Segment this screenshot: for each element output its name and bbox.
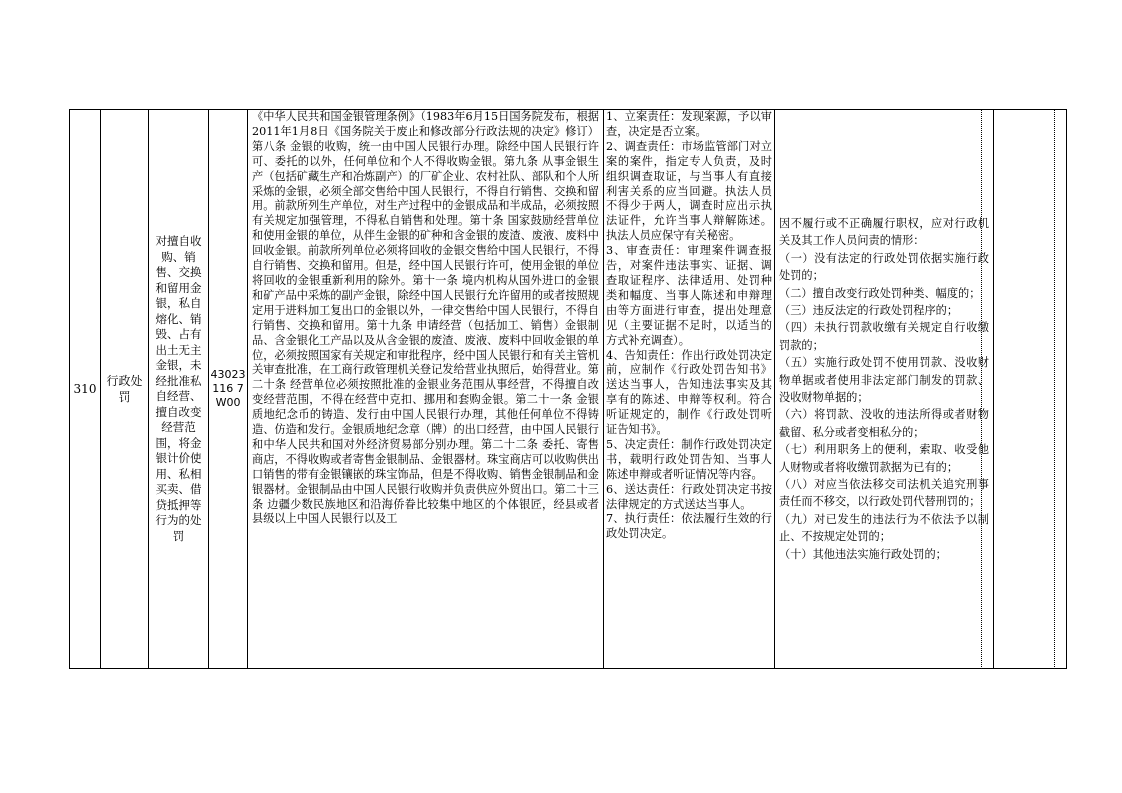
accountability-item: （八）对应当依法移交司法机关追究刑事责任而不移交，以行政处罚代替刑罚的；: [779, 478, 989, 509]
row-number: 310: [70, 110, 101, 669]
responsibility-list: [604, 110, 775, 669]
power-category: 行政处罚: [101, 110, 149, 669]
item-code: 43023116 7W00: [209, 110, 248, 669]
responsibility-item: 4、告知责任：作出行政处罚决定前，应制作《行政处罚告知书》送达当事人，告知违法事实及其享有的陈述、申辩等权利。符合听证规定的，制作《行政处罚听证告知书》。: [606, 348, 772, 437]
responsibility-item: 6、送达责任：行政处罚决定书按法律规定的方式送达当事人。: [606, 482, 772, 511]
accountability-list: [775, 110, 994, 669]
responsibility-item: 3、审查责任：审理案件调查报告，对案件违法事实、证据、调查取证程序、法律适用、处罚种类和幅度、当事人陈述和申辩理由等方面进行审查，提出处理意见（主要证据不足时，以适当的方式补充调查）。: [606, 244, 772, 347]
accountability-item: （十）其他违法实施行政处罚的；: [779, 547, 947, 561]
responsibility-item: 5、决定责任：制作行政处罚决定书，载明行政处罚告知、当事人陈述申辩或者听证情况等内容。: [606, 437, 772, 481]
accountability-item: （四）未执行罚款收缴有关规定自行收缴罚款的；: [779, 321, 989, 352]
power-list-table: [69, 109, 1067, 669]
responsibility-item: 1、立案责任：发现案源，予以审查，决定是否立案。: [606, 110, 772, 138]
accountability-item: （二）擅自改变行政处罚种类、幅度的；: [779, 286, 981, 300]
accountability-item: （三）违反法定的行政处罚程序的；: [779, 303, 959, 317]
legal-basis: 《中华人民共和国金银管理条例》（1983年6月15日国务院发布，根据2011年1月8日《国务院关于废止和修改部分行政法规的决定》修订）第八条 金银的收购，统一由中国人民银行办理。除经中国人民银行许可、委托的以外，任何单位和个人不得收购金银。第九条 从事金银生产（包括矿藏生产和冶炼副产）的厂矿企业、农村社队、部队和个人所采炼的金银，必须全部交售给中国人民银行，不得自行销售、交换和留用。前款所列生产单位，对生产过程中的金银成品和半成品，必须按照有关规定加强管理，不得私自销售和处理。第十条 国家鼓励经营单位和使用金银的单位，从伴生金银的矿种和含金银的废渣、废液、废料中回收金银。前款所列单位必须将回收的金银交售给中国人民银行，不得自行销售、交换和留用。但是，经中国人民银行许可，使用金银的单位将回收的金银重新利用的除外。第十一条 境内机构从国外进口的金银和矿产品中采炼的副产金银，除经中国人民银行允许留用的或者按照规定用于进料加工复出口的金银以外，一律交售给中国人民银行，不得自行销售、交换和留用。第十九条 申请经营（包括加工、销售）金银制品、含金银化工产品以及从含金银的废渣、废液、废料中回收金银的单位，必须按照国家有关规定和审批程序，经中国人民银行和有关主管机关审查批准，在工商行政管理机关登记发给营业执照后，始得营业。第二十条 经营单位必须按照批准的金银业务范围从事经营，不得擅自改变经营范围，不得在经营中克扣、挪用和套购金银。第二十一条 金银质地纪念币的铸造、发行由中国人民银行办理，其他任何单位不得铸造、仿造和发行。金银质地纪念章（牌）的出口经营，由中国人民银行和中华人民共和国对外经济贸易部分别办理。第二十二条 委托、寄售商店，不得收购或者寄售金银制品、金银器材。珠宝商店可以收购供出口销售的带有金银镶嵌的珠宝饰品，但是不得收购、销售金银制品和金银器材。金银制品由中国人民银行收购并负责供应外贸出口。第二十三条 边疆少数民族地区和沿海侨眷比较集中地区的个体银匠，经县或者县级以上中国人民银行以及工: [248, 110, 604, 669]
page-margin-box: [981, 109, 1055, 669]
accountability-item: （九）对已发生的违法行为不依法予以制止、不按规定处罚的；: [779, 512, 989, 544]
accountability-item: 因不履行或不正确履行职权，应对行政机关及其工作人员问责的情形：: [779, 216, 989, 248]
responsibility-item: 2、调查责任：市场监管部门对立案的案件，指定专人负责，及时组织调查取证，与当事人有直接利害关系的应当回避。执法人员不得少于两人，调查时应出示执法证件，允许当事人辩解陈述。执法人员应保守有关秘密。: [606, 139, 772, 243]
accountability-item: （六）将罚款、没收的违法所得或者财物截留、私分或者变相私分的；: [779, 408, 989, 439]
responsibility-item: 7、执行责任：依法履行生效的行政处罚决定。: [606, 512, 772, 541]
accountability-item: （七）利用职务上的便利，索取、收受他人财物或者将收缴罚款据为已有的；: [779, 443, 989, 474]
accountability-item: （一）没有法定的行政处罚依据实施行政处罚的；: [779, 251, 989, 283]
table-row: [70, 110, 1067, 669]
accountability-item: （五）实施行政处罚不使用罚款、没收财物单据或者使用非法定部门制发的罚款、没收财物单据的；: [779, 356, 989, 404]
item-name: 对擅自收购、销售、交换和留用金银，私自熔化、销毁、占有出土无主金银，未经批准私自经营、擅自改变经营范围，将金银计价使用、私相买卖、借贷抵押等行为的处罚: [149, 110, 209, 669]
